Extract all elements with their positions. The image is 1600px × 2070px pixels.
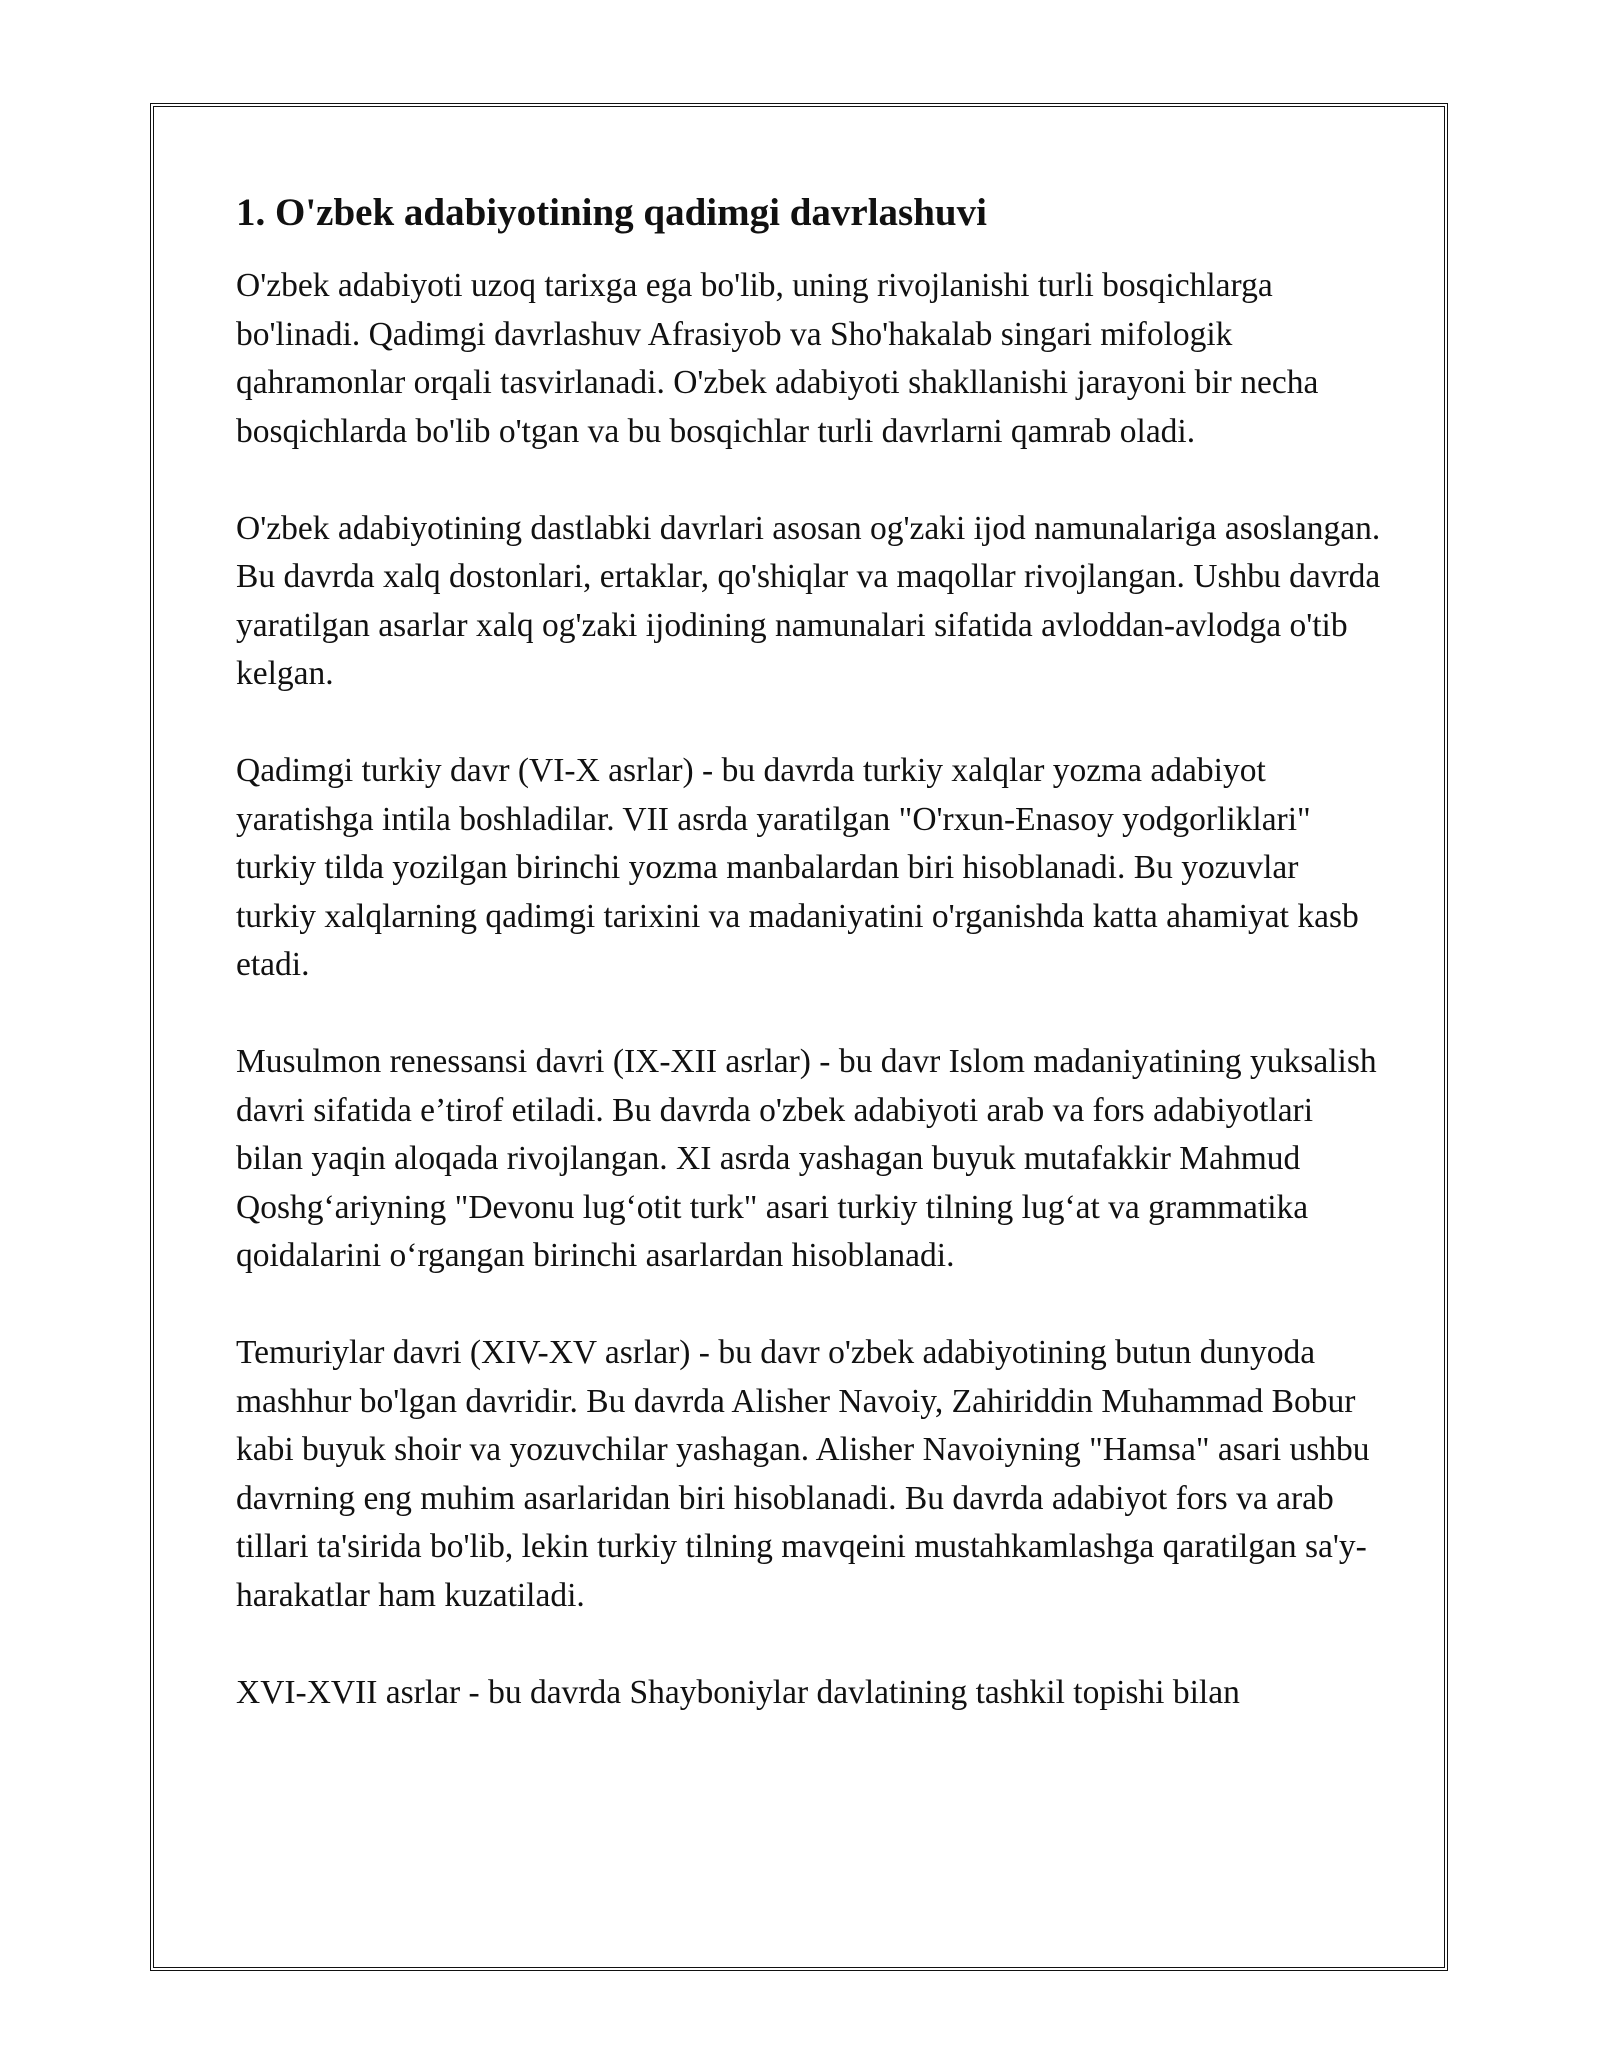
paragraph: O'zbek adabiyoti uzoq tarixga ega bo'lib, uning rivojlanishi turli bosqichlarga bo'linadi. Qadimgi davrlashuv Afrasiyob va Sho'hakalab singari mifologik qahramonlar orqali tasvirlanadi. O'zbek adabiyoti shakllanishi jarayoni bir necha bosqichlarda bo'lib o'tgan va bu bosqichlar turli davrlarni qamrab oladi. — [236, 267, 1319, 450]
paragraph: Temuriylar davri (XIV-XV asrlar) - bu davr o'zbek adabiyotining butun dunyoda mashhur bo'lgan davridir. Bu davrda Alisher Navoiy, Zahiriddin Muhammad Bobur kabi buyuk shoir va yozuvchilar yashagan. Alisher Navoiyning "Hamsa" asari ushbu davrning eng muhim asarlaridan biri hisoblanadi. Bu davrda adabiyot fors va arab tillari ta'sirida bo'lib, lekin turkiy tilning mavqeini mustahkamlashga qaratilgan sa'y-harakatlar ham kuzatiladi. — [236, 1334, 1370, 1614]
paragraph: Qadimgi turkiy davr (VI-X asrlar) - bu davrda turkiy xalqlar yozma adabiyot yaratishga intila boshladilar. VII asrda yaratilgan "O'rxun-Enasoy yodgorliklari" turkiy tilda yozilgan birinchi yozma manbalardan biri hisoblanadi. Bu yozuvlar turkiy xalqlarning qadimgi tarixini va madaniyatini o'rganishda katta ahamiyat kasb etadi. — [236, 752, 1359, 983]
paragraph: XVI-XVII asrlar - bu davrda Shayboniylar davlatining tashkil topishi bilan — [236, 1673, 1240, 1711]
document-body — [236, 188, 1386, 1717]
paragraph: O'zbek adabiyotining dastlabki davrlari asosan og'zaki ijod namunalariga asoslangan. Bu davrda xalq dostonlari, ertaklar, qo'shiqlar va maqollar rivojlangan. Ushbu davrda yaratilgan asarlar xalq og'zaki ijodining namunalari sifatida avloddan-avlodga o'tib kelgan. — [236, 509, 1381, 692]
paragraph: Musulmon renessansi davri (IX-XII asrlar) - bu davr Islom madaniyatining yuksalish davri sifatida e’tirof etiladi. Bu davrda o'zbek adabiyoti arab va fors adabiyotlari bilan yaqin aloqada rivojlangan. XI asrda yashagan buyuk mutafakkir Mahmud Qoshg‘ariyning "Devonu lug‘otit turk" asari turkiy tilning lug‘at va grammatika qoidalarini o‘rgangan birinchi asarlardan hisoblanadi. — [236, 1043, 1377, 1274]
section-heading: 1. O'zbek adabiyotining qadimgi davrlashuvi — [236, 191, 987, 234]
